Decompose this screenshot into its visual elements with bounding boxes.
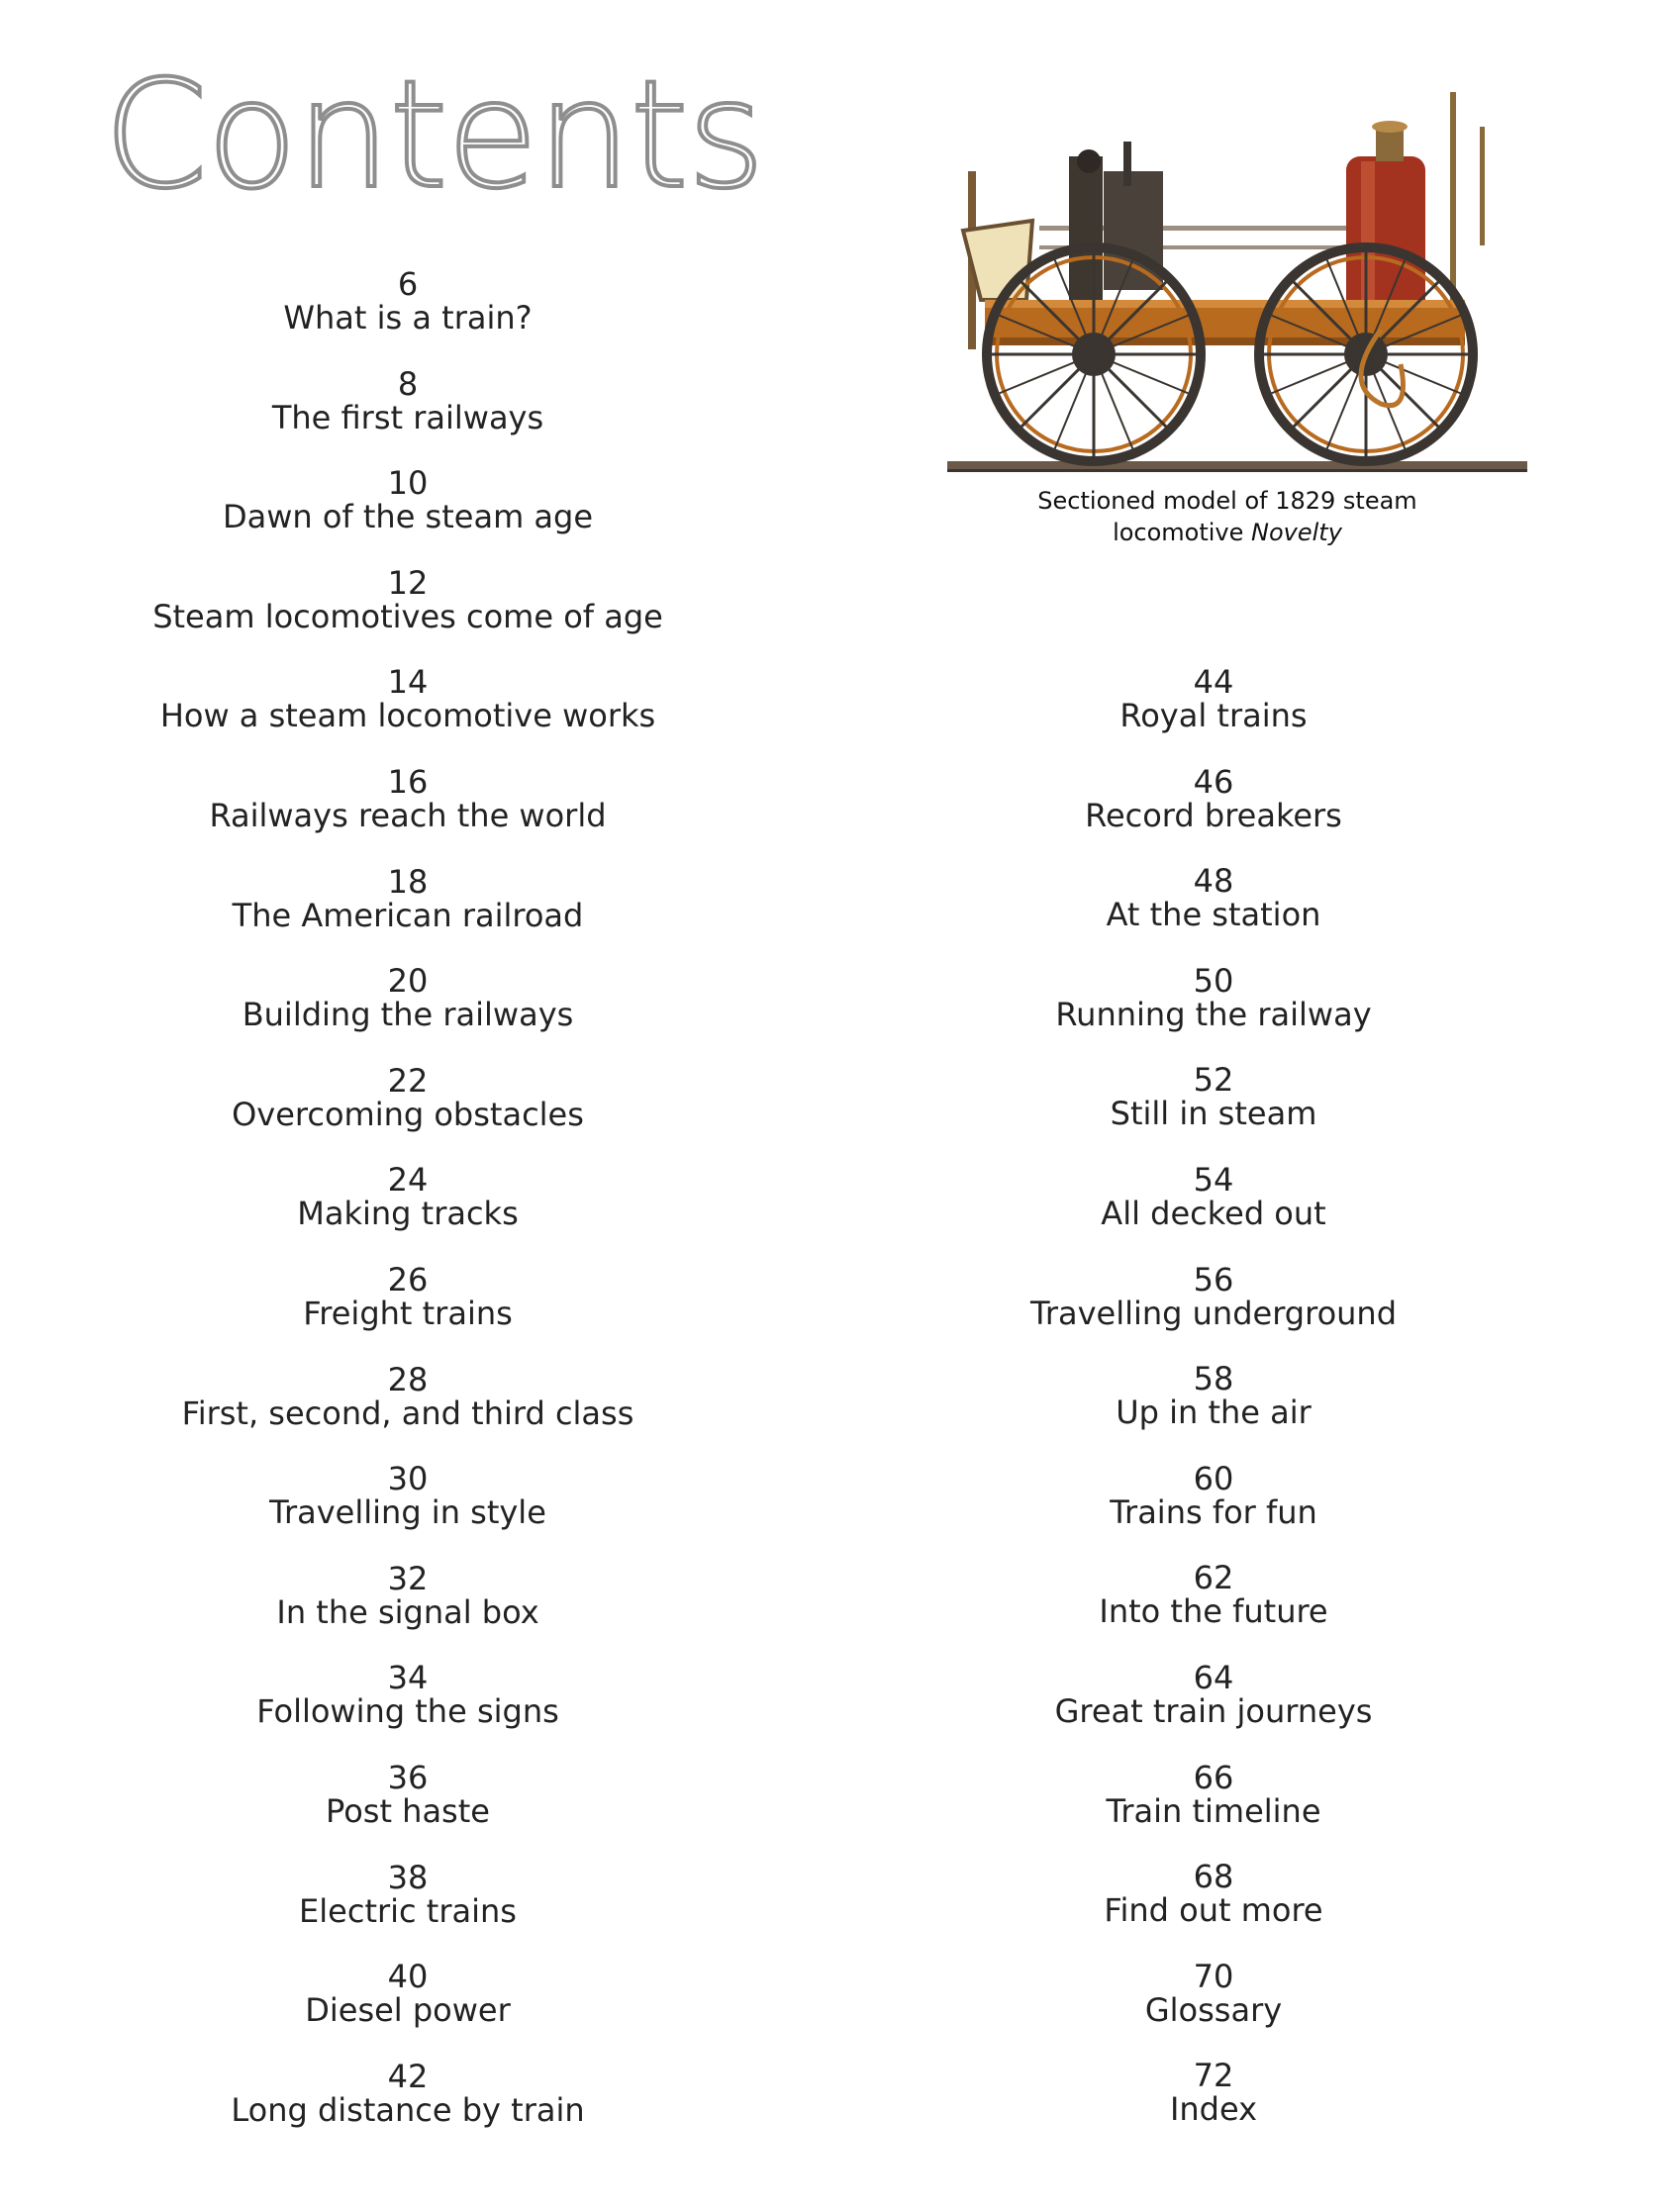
- entry-title: Find out more: [1104, 1891, 1323, 1930]
- page-number: 48: [1193, 862, 1234, 901]
- entry-title: All decked out: [1101, 1194, 1326, 1232]
- page-number: 8: [397, 364, 419, 403]
- toc-entry[interactable]: [867, 1860, 1560, 1960]
- page-number: 52: [1193, 1061, 1234, 1100]
- toc-entry[interactable]: [61, 1462, 754, 1562]
- page-number: 56: [1193, 1260, 1234, 1298]
- page-number: 12: [387, 563, 429, 602]
- figure-caption: [950, 485, 1505, 548]
- toc-entry[interactable]: [867, 1459, 1560, 1562]
- entry-title: How a steam locomotive works: [159, 697, 656, 735]
- entry-title: Still in steam: [1110, 1095, 1317, 1133]
- entry-title: The first railways: [271, 398, 544, 436]
- toc-entry[interactable]: [61, 466, 754, 566]
- entry-title: Freight trains: [303, 1294, 513, 1332]
- page-number: 68: [1193, 1858, 1234, 1896]
- entry-title: Electric trains: [299, 1891, 517, 1930]
- entry-title: Making tracks: [297, 1195, 519, 1233]
- toc-entry[interactable]: [867, 762, 1560, 865]
- page-number: 50: [1193, 961, 1234, 1000]
- entry-title: Into the future: [1099, 1592, 1328, 1631]
- toc-entry[interactable]: [61, 364, 754, 467]
- toc-entry[interactable]: [61, 563, 754, 666]
- toc-column-left: [61, 267, 754, 2159]
- toc-entry[interactable]: [867, 1160, 1560, 1263]
- entry-title: In the signal box: [276, 1592, 539, 1631]
- toc-column-right: [867, 665, 1560, 2159]
- entry-title: Railways reach the world: [209, 796, 607, 834]
- entry-title: Trains for fun: [1110, 1492, 1317, 1531]
- page-number: 34: [387, 1659, 429, 1697]
- page-number: 70: [1193, 1957, 1234, 1995]
- entry-title: Building the railways: [242, 996, 574, 1034]
- entry-title: Record breakers: [1085, 796, 1342, 834]
- entry-title: Royal trains: [1119, 697, 1308, 734]
- toc-entry[interactable]: [867, 864, 1560, 964]
- toc-entry[interactable]: [867, 1758, 1560, 1861]
- entry-title: Running the railway: [1055, 995, 1372, 1033]
- toc-entry[interactable]: [61, 1260, 754, 1363]
- entry-title: Glossary: [1144, 1990, 1283, 2029]
- front-wheel: [987, 247, 1201, 461]
- page-number: 18: [387, 862, 429, 901]
- entry-title: Dawn of the steam age: [222, 498, 594, 536]
- page-number: 26: [387, 1260, 429, 1298]
- toc-entry[interactable]: [61, 1858, 754, 1961]
- toc-entry[interactable]: [867, 961, 1560, 1064]
- caption-prefix: locomotive: [1113, 519, 1252, 546]
- page-number: 10: [387, 464, 429, 503]
- toc-entry[interactable]: [61, 267, 754, 367]
- entry-title: Index: [1169, 2090, 1258, 2129]
- page-number: 66: [1193, 1758, 1234, 1796]
- page-number: 64: [1193, 1658, 1234, 1696]
- caption-line-1: Sectioned model of 1829 steam: [1037, 487, 1417, 515]
- page-number: 42: [387, 2057, 429, 2095]
- page-number: 62: [1193, 1559, 1234, 1597]
- toc-entry[interactable]: [61, 964, 754, 1064]
- toc-entry[interactable]: [867, 2059, 1560, 2159]
- page-number: 14: [387, 663, 429, 702]
- page-title: Contents: [104, 49, 764, 222]
- page-number: 38: [387, 1858, 429, 1896]
- toc-entry[interactable]: [61, 762, 754, 865]
- cylinder-machinery: [1069, 156, 1103, 325]
- entry-title: Travelling in style: [269, 1493, 546, 1532]
- entry-title: Overcoming obstacles: [232, 1095, 584, 1133]
- toc-entry[interactable]: [61, 1061, 754, 1164]
- page-number: 30: [387, 1460, 429, 1498]
- entry-title: Diesel power: [305, 1991, 511, 2030]
- page-number: 32: [387, 1559, 429, 1597]
- page-number: 6: [397, 265, 419, 303]
- toc-entry[interactable]: [867, 1957, 1560, 2060]
- toc-entry[interactable]: [61, 665, 754, 765]
- page-number: 20: [387, 962, 429, 1001]
- page-number: 22: [387, 1061, 429, 1100]
- page-number: 24: [387, 1161, 429, 1200]
- caption-locomotive-name: Novelty: [1251, 519, 1342, 546]
- toc-entry[interactable]: [61, 1559, 754, 1662]
- locomotive-illustration: [945, 87, 1539, 483]
- page-number: 60: [1193, 1459, 1234, 1497]
- entry-title: What is a train?: [283, 299, 533, 337]
- page-number: 54: [1193, 1160, 1234, 1199]
- toc-entry[interactable]: [61, 1960, 754, 2060]
- page-number: 16: [387, 762, 429, 801]
- toc-entry[interactable]: [867, 1362, 1560, 1462]
- entry-title: Train timeline: [1106, 1791, 1321, 1830]
- entry-title: First, second, and third class: [181, 1394, 634, 1432]
- page-number: 46: [1193, 762, 1234, 801]
- entry-title: Travelling underground: [1029, 1294, 1398, 1332]
- toc-entry[interactable]: [867, 1063, 1560, 1163]
- entry-title: Following the signs: [256, 1692, 559, 1731]
- page-number: 58: [1193, 1360, 1234, 1398]
- toc-entry[interactable]: [61, 1758, 754, 1861]
- entry-title: Steam locomotives come of age: [152, 597, 663, 635]
- toc-entry[interactable]: [867, 1658, 1560, 1761]
- page-number: 36: [387, 1758, 429, 1796]
- entry-title: The American railroad: [232, 896, 584, 934]
- toc-entry[interactable]: [867, 1561, 1560, 1661]
- page-number: 28: [387, 1360, 429, 1398]
- toc-entry[interactable]: [61, 2057, 754, 2160]
- toc-entry[interactable]: [61, 1661, 754, 1761]
- entry-title: Up in the air: [1116, 1394, 1312, 1432]
- page-number: 44: [1193, 663, 1234, 701]
- entry-title: Long distance by train: [231, 2090, 585, 2129]
- page-number: 40: [387, 1958, 429, 1996]
- toc-entry[interactable]: [867, 1260, 1560, 1363]
- entry-title: At the station: [1106, 896, 1321, 934]
- entry-title: Post haste: [326, 1791, 490, 1830]
- page-number: 72: [1193, 2057, 1234, 2095]
- entry-title: Great train journeys: [1054, 1691, 1373, 1730]
- rail-track: [947, 461, 1527, 469]
- toc-entry[interactable]: [61, 862, 754, 965]
- toc-entry[interactable]: [61, 1360, 754, 1463]
- toc-entry[interactable]: [61, 1163, 754, 1263]
- toc-entry[interactable]: [867, 665, 1560, 765]
- caption-line-2: [950, 517, 1505, 548]
